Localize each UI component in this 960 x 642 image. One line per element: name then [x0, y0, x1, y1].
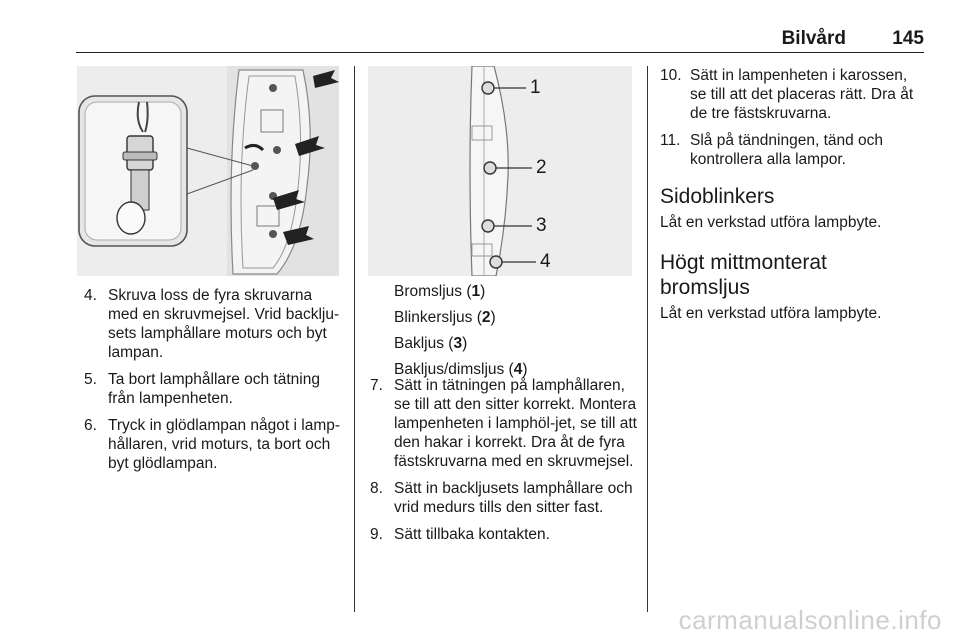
legend-item: Bakljus (3)	[394, 335, 468, 352]
list-item: 8. Sätt in backljusets lamphållare och vrid medurs tills den sitter fast.	[370, 480, 633, 516]
section-heading-sidoblinkers: Sidoblinkers	[660, 185, 775, 208]
figure-lamp-holder	[368, 66, 632, 276]
list-item: 10. Sätt in lampenheten i karossen, se till att det placeras rätt. Dra åt de tre fästskruvarna.	[660, 67, 914, 122]
section-title: Bilvård	[781, 28, 846, 49]
steps-list-col2	[370, 376, 640, 552]
watermark: carmanualsonline.info	[678, 605, 942, 635]
section-heading-brake-light: Högt mittmonterat bromsljus	[660, 251, 827, 299]
figure-legend	[394, 282, 528, 386]
taillight-housing-illustration	[77, 66, 339, 276]
section-body-sidoblinkers: Låt en verkstad utföra lampbyte.	[660, 214, 882, 231]
callout-label-4: 4	[540, 251, 551, 272]
callout-label-2: 2	[536, 157, 547, 178]
list-item: 11. Slå på tändningen, tänd och kontrollera alla lampor.	[660, 132, 884, 168]
list-item: 4. Skruva loss de fyra skruvarna med en skruvmejsel. Vrid backlju-sets lamphållare moturs och byt lampan.	[84, 287, 340, 361]
legend-item: Blinkersljus (2)	[394, 309, 496, 326]
list-item: 9. Sätt tillbaka kontakten.	[370, 526, 550, 543]
steps-list-col3	[660, 66, 924, 177]
legend-item: Bakljus/dimsljus (4)	[394, 361, 528, 378]
column-divider-2	[647, 66, 648, 612]
callout-label-1: 1	[530, 77, 541, 98]
legend-item: Bromsljus (1)	[394, 283, 486, 300]
list-item: 7. Sätt in tätningen på lamphållaren, se till att den sitter korrekt. Montera lampenheten i lamphöl-jet, se till att den hakar i korrekt. Dra åt de fyra fästskruvarna med en skruvmejsel.	[370, 377, 637, 470]
column-divider-1	[354, 66, 355, 612]
list-item: 6. Tryck in glödlampan något i lamp-hållaren, vrid moturs, ta bort och byt glödlampan.	[84, 417, 341, 472]
page-number: 145	[892, 28, 924, 49]
lamp-holder-illustration	[368, 66, 632, 276]
figure-taillight-housing	[77, 66, 339, 276]
section-body-brake-light: Låt en verkstad utföra lampbyte.	[660, 305, 882, 322]
page-header	[76, 26, 924, 53]
steps-list-col1	[84, 286, 344, 481]
callout-label-3: 3	[536, 215, 547, 236]
list-item: 5. Ta bort lamphållare och tätning från lampenheten.	[84, 371, 320, 407]
